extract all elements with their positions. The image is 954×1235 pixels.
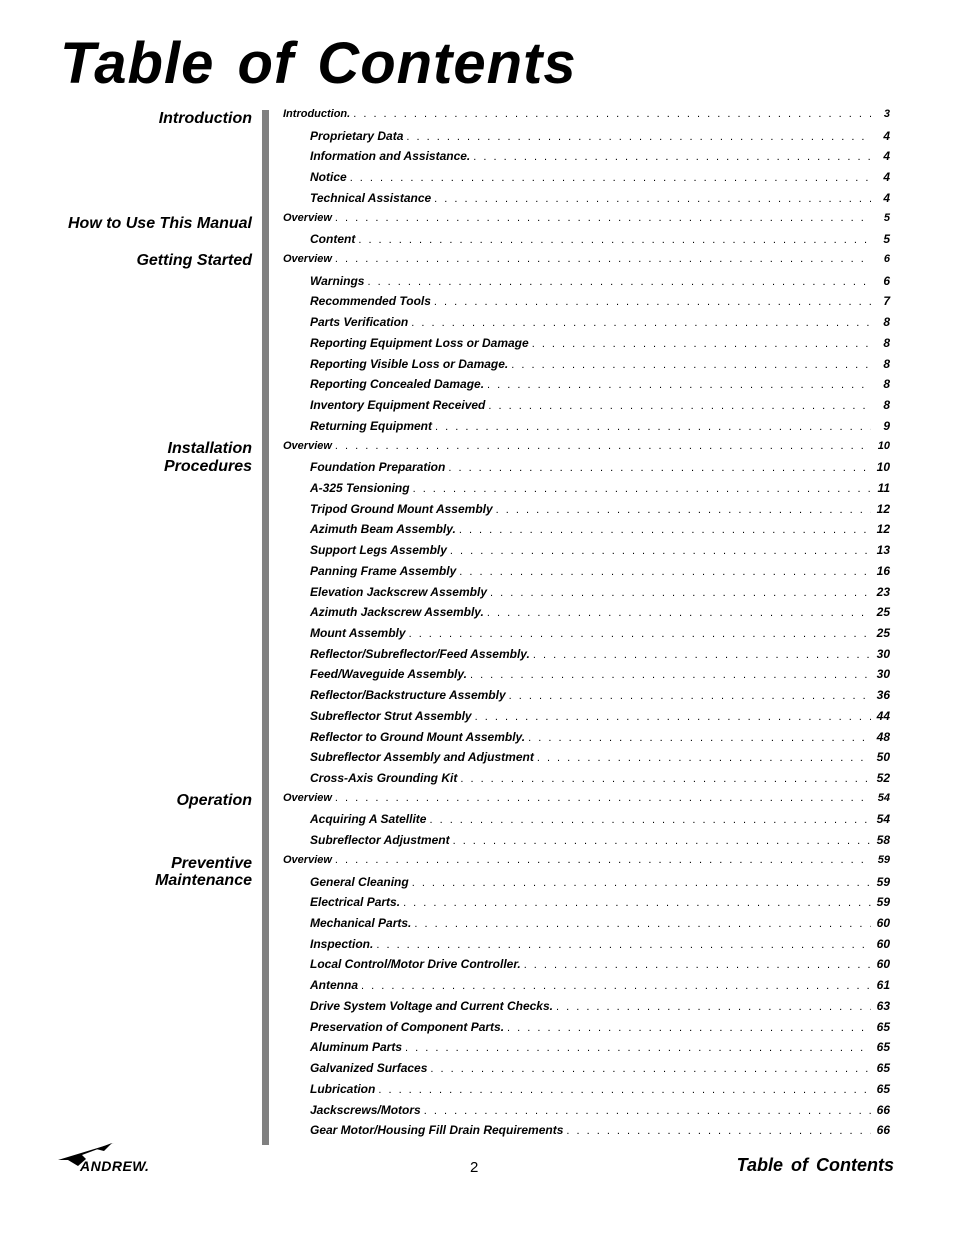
toc-entry-title: Reflector to Ground Mount Assembly. [310,729,526,744]
dot-leader [511,359,871,371]
toc-entry-title: Acquiring A Satellite [310,812,427,827]
section-label-operation: Operation [176,792,252,809]
toc-entry-page: 10 [876,460,890,475]
toc-entry-page: 65 [876,1081,890,1096]
toc-entry-title: Tripod Ground Mount Assembly [310,501,493,516]
toc-entry-page: 54 [877,791,890,804]
toc-entry[interactable] [283,626,893,647]
toc-entry[interactable] [283,460,893,481]
toc-entry-page: 16 [876,563,890,578]
toc-entry-page: 4 [883,170,890,185]
dot-leader [496,504,871,516]
toc-entry-title: Notice [310,170,347,185]
dot-leader [335,854,871,866]
toc-entry[interactable] [283,253,893,274]
dot-leader [490,587,871,599]
toc-entry-title: Returning Equipment [310,418,432,433]
dot-leader [335,440,871,452]
page-number: 2 [470,1159,479,1176]
toc-entry-page: 6 [883,253,890,266]
toc-entry[interactable] [283,916,893,937]
dot-leader [414,918,871,930]
dot-leader [532,338,871,350]
toc-entry[interactable] [283,398,893,419]
toc-entry[interactable] [283,667,893,688]
dot-leader [473,151,871,163]
dot-leader [403,897,871,909]
toc-entry[interactable] [283,522,893,543]
dot-leader [430,1063,871,1075]
toc-entry[interactable] [283,294,893,315]
dot-leader [459,566,871,578]
toc-entry[interactable] [283,108,893,129]
toc-entry-title: Azimuth Beam Assembly. [310,522,456,537]
toc-entry-page: 30 [876,646,890,661]
toc-entry-title: Overview [283,253,332,266]
dot-leader [524,959,871,971]
dot-leader [453,835,871,847]
toc-entry[interactable] [283,232,893,253]
toc-entry-page: 23 [876,584,890,599]
toc-entry-page: 7 [883,294,890,309]
toc-entry-title: Reporting Concealed Damage. [310,377,485,392]
dot-leader [448,462,871,474]
toc-entry[interactable] [283,274,893,295]
toc-entry-page: 59 [876,895,890,910]
toc-entry[interactable] [283,191,893,212]
toc-entry-title: Parts Verification [310,315,409,330]
toc-entry-page: 8 [883,398,890,413]
dot-leader [411,317,871,329]
dot-leader [424,1105,871,1117]
dot-leader [537,752,871,764]
toc-entry[interactable] [283,1103,893,1124]
toc-entry-title: Mechanical Parts. [310,916,412,931]
dot-leader [413,483,871,495]
toc-entry-title: Jackscrews/Motors [310,1102,421,1117]
toc-entry[interactable] [283,481,893,502]
dot-leader [335,212,871,224]
toc-entry[interactable] [283,647,893,668]
toc-entry[interactable] [283,771,893,792]
toc-entry-title: Overview [283,439,332,452]
toc-entry[interactable] [283,585,893,606]
dot-leader [376,939,871,951]
toc-entry-page: 65 [876,1040,890,1055]
toc-entry-title: Introduction. [283,108,351,120]
toc-entry-title: General Cleaning [310,874,409,889]
toc-entry[interactable] [283,688,893,709]
toc-entry[interactable] [283,999,893,1020]
toc-entry[interactable] [283,336,893,357]
dot-leader [335,253,871,265]
toc-entry-page: 59 [876,874,890,889]
toc-entry-title: Local Control/Motor Drive Controller. [310,957,521,972]
toc-entry-title: Reflector/Subreflector/Feed Assembly. [310,646,530,661]
toc-entry[interactable] [283,1123,893,1144]
toc-entry-page: 60 [876,957,890,972]
dot-leader [353,108,871,120]
toc-entry-page: 8 [883,315,890,330]
dot-leader [470,669,871,681]
page-title: Table of Contents [60,31,577,96]
dot-leader [361,980,871,992]
toc-entry-title: A-325 Tensioning [310,480,410,495]
toc-entry-page: 12 [876,501,890,516]
toc-entry[interactable] [283,502,893,523]
toc-entry-title: Cross-Axis Grounding Kit [310,771,458,785]
toc-entry-page: 25 [876,605,890,620]
toc-entry-title: Technical Assistance [310,190,432,205]
toc-entry-title: Reporting Visible Loss or Damage. [310,356,509,371]
toc-entry-page: 8 [883,377,890,392]
toc-entry-page: 54 [876,812,890,827]
toc-entry[interactable] [283,315,893,336]
toc-entry-title: Foundation Preparation [310,460,446,475]
toc-entry-title: Recommended Tools [310,294,431,309]
toc-entry[interactable] [283,377,893,398]
toc-entry-page: 25 [876,625,890,640]
toc-entry-page: 6 [883,273,890,288]
toc-entry-page: 4 [883,128,890,143]
toc-entry[interactable] [283,750,893,771]
dot-leader [405,1042,871,1054]
toc-entry[interactable] [283,543,893,564]
dot-leader [507,1022,871,1034]
section-label-how-to-use: How to Use This Manual [67,215,252,232]
toc-entry-title: Inspection. [310,936,374,951]
toc-entry-page: 44 [876,708,890,723]
toc-entry-page: 58 [876,833,890,848]
toc-entry[interactable] [283,709,893,730]
dot-leader [435,421,871,433]
dot-leader [358,234,871,246]
dot-leader [488,400,871,412]
toc-entry[interactable] [283,833,893,854]
toc-entry[interactable] [283,1020,893,1041]
vertical-divider [262,110,269,1145]
brand-logo-text: ANDREW. [80,1158,150,1174]
dot-leader [566,1125,871,1137]
toc-entry-title: Aluminum Parts [310,1040,403,1055]
toc-entry[interactable] [283,170,893,191]
dot-leader [459,524,871,536]
section-label-getting-started: Getting Started [136,252,252,269]
toc-entry-title: Overview [283,791,332,804]
toc-entry-page: 5 [883,232,890,247]
toc-entry-page: 10 [877,439,890,452]
toc-entry-title: Information and Assistance. [310,149,471,164]
toc-entry-page: 63 [876,998,890,1013]
dot-leader [528,732,871,744]
toc-entry-page: 13 [876,543,890,558]
dot-leader [335,792,871,804]
toc-entry-page: 60 [876,916,890,931]
toc-entry-title: Warnings [310,273,365,288]
toc-entry-title: Gear Motor/Housing Fill Drain Requirements [310,1123,564,1138]
toc-entry[interactable] [283,1082,893,1103]
dot-leader [509,690,871,702]
toc-entry-page: 4 [883,149,890,164]
toc-entry-title: Content [310,232,356,247]
section-label-maintenance: Maintenance [155,872,252,889]
toc-entry-title: Overview [283,853,332,866]
toc-entry[interactable] [283,812,893,833]
toc-entry-title: Panning Frame Assembly [310,563,457,578]
dot-leader [450,545,871,557]
toc-entry-title: Reflector/Backstructure Assembly [310,688,506,703]
toc-entry-title: Proprietary Data [310,128,404,143]
toc-entry-title: Support Legs Assembly [310,543,447,558]
toc-entry-page: 4 [883,190,890,205]
toc-entry[interactable] [283,440,893,461]
footer-title: Table of Contents [736,1155,894,1175]
toc-list [283,108,893,1144]
toc-entry-page: 9 [883,418,890,433]
dot-leader [412,877,871,889]
toc-entry[interactable] [283,730,893,751]
dot-leader [429,814,871,826]
toc-entry[interactable] [283,1061,893,1082]
toc-entry-page: 8 [883,335,890,350]
toc-entry[interactable] [283,212,893,233]
dot-leader [350,172,871,184]
toc-entry[interactable] [283,957,893,978]
toc-entry-page: 65 [876,1019,890,1034]
dot-leader [378,1084,871,1096]
toc-entry-page: 3 [883,108,890,120]
toc-entry-page: 66 [876,1102,890,1117]
toc-entry-title: Electrical Parts. [310,895,401,910]
toc-entry-page: 66 [876,1123,890,1138]
dot-leader [533,649,871,661]
toc-entry-title: Elevation Jackscrew Assembly [310,584,487,599]
toc-entry-title: Lubrication [310,1081,376,1096]
toc-entry[interactable] [283,895,893,916]
toc-entry[interactable] [283,792,893,813]
toc-entry-title: Antenna [310,978,358,993]
toc-entry[interactable] [283,875,893,896]
toc-entry-page: 61 [876,978,890,993]
toc-entry-page: 50 [876,750,890,765]
section-label-procedures: Procedures [163,458,252,475]
toc-entry[interactable] [283,564,893,585]
toc-entry-page: 12 [876,522,890,537]
toc-entry-title: Overview [283,211,332,224]
toc-entry-title: Subreflector Strut Assembly [310,708,472,723]
section-label-introduction: Introduction [158,110,252,127]
toc-entry[interactable] [283,1040,893,1061]
toc-entry[interactable] [283,978,893,999]
dot-leader [487,607,871,619]
toc-entry-page: 60 [876,936,890,951]
section-label-installation: Installation [167,440,252,457]
dot-leader [475,711,871,723]
toc-entry[interactable] [283,419,893,440]
dot-leader [434,193,871,205]
dot-leader [367,276,871,288]
toc-entry-title: Feed/Waveguide Assembly. [310,667,467,682]
toc-entry[interactable] [283,129,893,150]
toc-entry-page: 5 [883,211,890,224]
toc-entry-title: Drive System Voltage and Current Checks. [310,998,553,1013]
toc-entry-page: 59 [877,853,890,866]
dot-leader [406,131,871,143]
toc-entry-page: 36 [876,688,890,703]
toc-entry-page: 30 [876,667,890,682]
toc-entry-page: 52 [876,771,890,785]
dot-leader [487,379,871,391]
toc-entry-title: Mount Assembly [310,625,406,640]
dot-leader [460,773,871,785]
toc-entry-title: Azimuth Jackscrew Assembly. [310,605,484,620]
toc-entry-title: Subreflector Adjustment [310,833,450,848]
toc-entry-page: 48 [876,729,890,744]
toc-entry-page: 8 [883,356,890,371]
toc-entry-title: Preservation of Component Parts. [310,1019,505,1034]
dot-leader [434,296,871,308]
toc-entry-page: 11 [877,480,890,495]
toc-entry[interactable] [283,937,893,958]
dot-leader [409,628,871,640]
toc-entry-title: Reporting Equipment Loss or Damage [310,335,529,350]
toc-entry[interactable] [283,149,893,170]
section-label-preventive: Preventive [171,855,252,872]
toc-entry-title: Galvanized Surfaces [310,1061,428,1076]
toc-entry-page: 65 [876,1061,890,1076]
toc-entry[interactable] [283,357,893,378]
toc-entry-title: Subreflector Assembly and Adjustment [310,750,534,765]
dot-leader [556,1001,871,1013]
toc-entry-title: Inventory Equipment Received [310,398,486,413]
toc-entry[interactable] [283,605,893,626]
toc-entry[interactable] [283,854,893,875]
